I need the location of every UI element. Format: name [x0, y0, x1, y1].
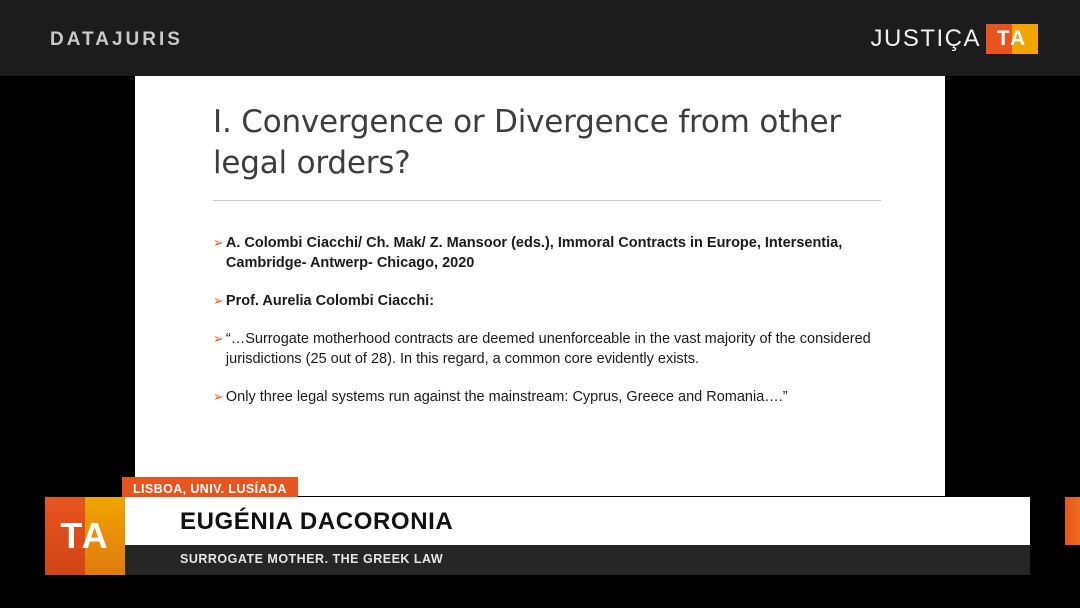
topic-text: SURROGATE MOTHER. THE GREEK LAW [180, 552, 444, 566]
ta-badge-letters: TA [60, 515, 110, 556]
bullet-arrow-icon: ➢ [213, 234, 224, 250]
ta-logo-badge-icon [45, 497, 125, 575]
bullet-arrow-icon: ➢ [213, 292, 224, 308]
bullet-text [226, 291, 434, 311]
ta-logo-icon [986, 24, 1038, 54]
channel-brand-right [870, 24, 1038, 54]
ta-logo-letters: TA [996, 27, 1028, 50]
bullet-text: “…Surrogate motherhood contracts are deemed unenforceable in the vast majority of the considered jurisdictions (25 out of 28). In this regard, a common core evidently exists. [225, 330, 871, 367]
slide-bullet-list [213, 233, 873, 407]
presentation-slide [135, 76, 945, 496]
topic-bar [125, 545, 1030, 575]
bullet-arrow-icon: ➢ [213, 330, 224, 346]
bullet-text [226, 233, 873, 273]
bullet-text: Only three legal systems run against the mainstream: Cyprus, Greece and Romania….” [225, 388, 788, 405]
bullet-text-bold: A. Colombi Ciacchi/ Ch. Mak/ Z. Mansoor (eds.), Immoral Contracts in Europe, Intersentia, Cambridge- Antwerp- Chicago, 2020 [225, 234, 843, 271]
bullet-arrow-icon: ➢ [213, 388, 224, 404]
banner-endcap [1065, 497, 1080, 545]
list-item [213, 291, 873, 311]
slide-content [213, 102, 893, 425]
title-divider [213, 200, 881, 201]
channel-brand-left: DATAJURIS [50, 29, 183, 50]
list-item [213, 329, 873, 369]
top-broadcast-bar [0, 0, 1080, 76]
channel-brand-right-word: JUSTIÇA [870, 25, 981, 52]
speaker-name: EUGÉNIA DACORONIA [180, 508, 454, 535]
list-item [213, 233, 873, 273]
bullet-text-bold: Prof. Aurelia Colombi Ciacchi: [225, 292, 435, 309]
list-item [213, 387, 873, 407]
lower-third-banner [45, 497, 1030, 575]
slide-title: I. Convergence or Divergence from other legal orders? [213, 104, 841, 181]
speaker-name-bar [125, 497, 1030, 545]
location-badge: LISBOA, UNIV. LUSÍADA [122, 477, 298, 502]
